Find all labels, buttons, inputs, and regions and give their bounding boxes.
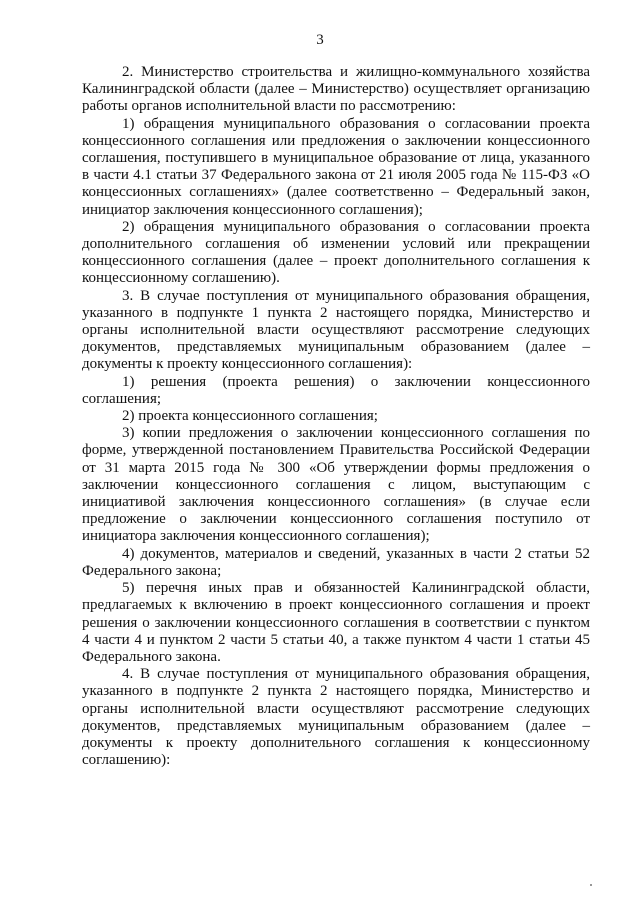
- paragraph-3-item-5: 5) перечня иных прав и обязанностей Калининградской области, предлагаемых к включению в проект концессионного соглашения и проект решения о заключении концессионного соглашения в соответствии с пунктом 4 части 4 и пунктом 2 части 5 статьи 40, а также пунктом 4 части 1 статьи 45 Федерального закона.: [82, 580, 590, 665]
- document-body: [82, 64, 590, 769]
- scan-speck: [590, 884, 592, 886]
- paragraph-4-intro: 4. В случае поступления от муниципального образования обращения, указанного в подпункте 2 пункта 2 настоящего порядка, Министерство и органы исполнительной власти осуществляют рассмотрение следующих документов, представляемых муниципальным образованием (далее – документы к проекту дополнительного соглашения к концессионному соглашению):: [82, 666, 590, 769]
- paragraph-3-intro: 3. В случае поступления от муниципального образования обращения, указанного в подпункте 1 пункта 2 настоящего порядка, Министерство и органы исполнительной власти осуществляют рассмотрение следующих документов, представляемых муниципальным образованием (далее – документы к проекту концессионного соглашения):: [82, 287, 590, 373]
- paragraph-3-item-3: 3) копии предложения о заключении концессионного соглашения по форме, утвержденной постановлением Правительства Российской Федерации от 31 марта 2015 года № 300 «Об утверждении формы предложения о заключении концессионного соглашения с лицом, выступающим с инициативой заключения концессионного соглашения» (в случае если предложение о заключении концессионного соглашения поступило от инициатора заключения концессионного соглашения);: [82, 425, 590, 545]
- paragraph-2-item-2: 2) обращения муниципального образования о согласовании проекта дополнительного соглашения об изменении условий или прекращении концессионного соглашения (далее – проект дополнительного соглашения к концессионному соглашению).: [82, 218, 590, 287]
- paragraph-3-item-1: 1) решения (проекта решения) о заключении концессионного соглашения;: [82, 373, 590, 407]
- page-number: 3: [316, 32, 324, 48]
- paragraph-3-item-4: 4) документов, материалов и сведений, указанных в части 2 статьи 52 Федерального закона;: [82, 545, 590, 579]
- paragraph-2-item-1: 1) обращения муниципального образования о согласовании проекта концессионного соглашения или предложения о заключении концессионного соглашения, поступившего в муниципальное образование от лица, указанного в части 4.1 статьи 37 Федерального закона от 21 июля 2005 года № 115-ФЗ «О концессионных соглашениях» (далее соответственно – Федеральный закон, инициатор заключения концессионного соглашения);: [82, 115, 590, 218]
- paragraph-2-intro: 2. Министерство строительства и жилищно-коммунального хозяйства Калининградской области (далее – Министерство) осуществляет организацию работы органов исполнительной власти по рассмотрению:: [82, 64, 590, 115]
- paragraph-3-item-2: 2) проекта концессионного соглашения;: [122, 408, 378, 425]
